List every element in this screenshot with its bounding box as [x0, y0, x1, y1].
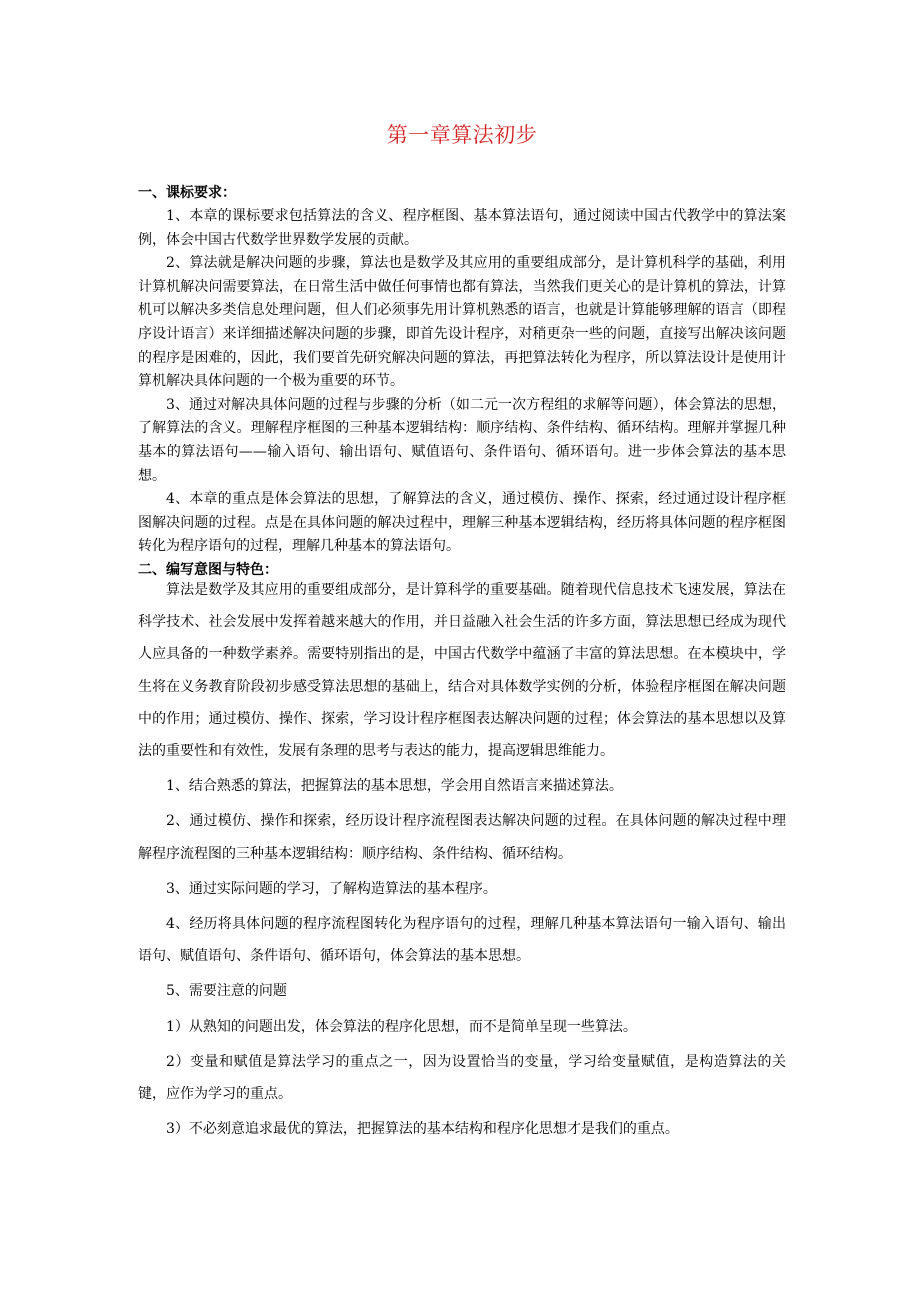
paragraph: 2、通过模仿、操作和探索，经历设计程序流程图表达解决问题的过程。在具体问题的解决过程中理解程序流程图的三种基本逻辑结构：顺序结构、条件结构、循环结构。 [138, 813, 786, 862]
section-curriculum-requirements [138, 182, 786, 582]
paragraph: 3）不必刻意追求最优的算法，把握算法的基本结构和程序化思想才是我们的重点。 [166, 1121, 679, 1138]
paragraph: 2）变量和赋值是算法学习的重点之一，因为设置恰当的变量，学习给变量赋值，是构造算法的关键，应作为学习的重点。 [138, 1053, 786, 1103]
paragraph: 算法是数学及其应用的重要组成部分，是计算科学的重要基础。随着现代信息技术飞速发展，算法在科学技术、社会发展中发挥着越来越大的作用，并日益融入社会生活的许多方面，算法思想已经成为现代人应具备的一种数学素养。需要特别指出的是，中国古代数学中蕴涵了丰富的算法思想。在本模块中，学生将在义务教育阶段初步感受算法思想的基础上，结合对具体数学实例的分析，体验程序框图在解决问题中的作用；通过模仿、操作、探索，学习设计程序框图表达解决问题的过程；体会算法的基本思想以及算法的重要性和有效性，发展有条理的思考与表达的能力，提高逻辑思维能力。 [138, 582, 786, 760]
section-heading: 一、课标要求： [138, 185, 236, 201]
paragraph: 5、需要注意的问题 [166, 983, 287, 1000]
paragraph: 4、经历将具体问题的程序流程图转化为程序语句的过程，理解几种基本算法语句一输入语句、输出语句、赋值语句、条件语句、循环语句，体会算法的基本思想。 [138, 916, 786, 965]
document-title: 第一章算法初步 [386, 123, 538, 147]
section-heading: 二、编写意图与特色： [138, 561, 278, 578]
section-design-intent [138, 574, 786, 1145]
paragraph: 1）从熟知的问题出发，体会算法的程序化思想，而不是简单呈现一些算法。 [166, 1018, 637, 1035]
paragraph: 4、本章的重点是体会算法的思想，了解算法的含义，通过模仿、操作、探索，经过通过设计程序框图解决问题的过程。点是在具体问题的解决过程中，理解三种基本逻辑结构，经历将具体问题的程序框图转化为程序语句的过程，理解几种基本的算法语句。 [138, 491, 786, 555]
paragraph: 1、本章的课标要求包括算法的含义、程序框图、基本算法语句，通过阅读中国古代教学中的算法案例，体会中国古代数学世界数学发展的贡献。 [138, 208, 786, 248]
paragraph: 3、通过实际问题的学习，了解构造算法的基本程序。 [166, 880, 497, 897]
paragraph: 1、结合熟悉的算法，把握算法的基本思想，学会用自然语言来描述算法。 [166, 778, 623, 795]
paragraph: 2、算法就是解决问题的步骤，算法也是数学及其应用的重要组成部分，是计算机科学的基础，利用计算机解决问需要算法，在日常生活中做任何事情也都有算法，当然我们更关心的是计算机的算法，计算机可以解决多类信息处理问题，但人们必须事先用计算机熟悉的语言，也就是计算能够理解的语言（即程序设计语言）来详细描述解决问题的步骤，即首先设计程序，对稍更杂一些的问题，直接写出解决该问题的程序是困难的，因此，我们要首先研究解决问题的算法，再把算法转化为程序，所以算法设计是使用计算机解决具体问题的一个极为重要的环节。 [138, 255, 786, 390]
paragraph: 3、通过对解决具体问题的过程与步骤的分析（如二元一次方程组的求解等问题），体会算法的思想，了解算法的含义。理解程序框图的三种基本逻辑结构：顺序结构、条件结构、循环结构。理解并掌握几种基本的算法语句——输入语句、输出语句、赋值语句、条件语句、循环语句。进一步体会算法的基本思想。 [138, 396, 786, 484]
